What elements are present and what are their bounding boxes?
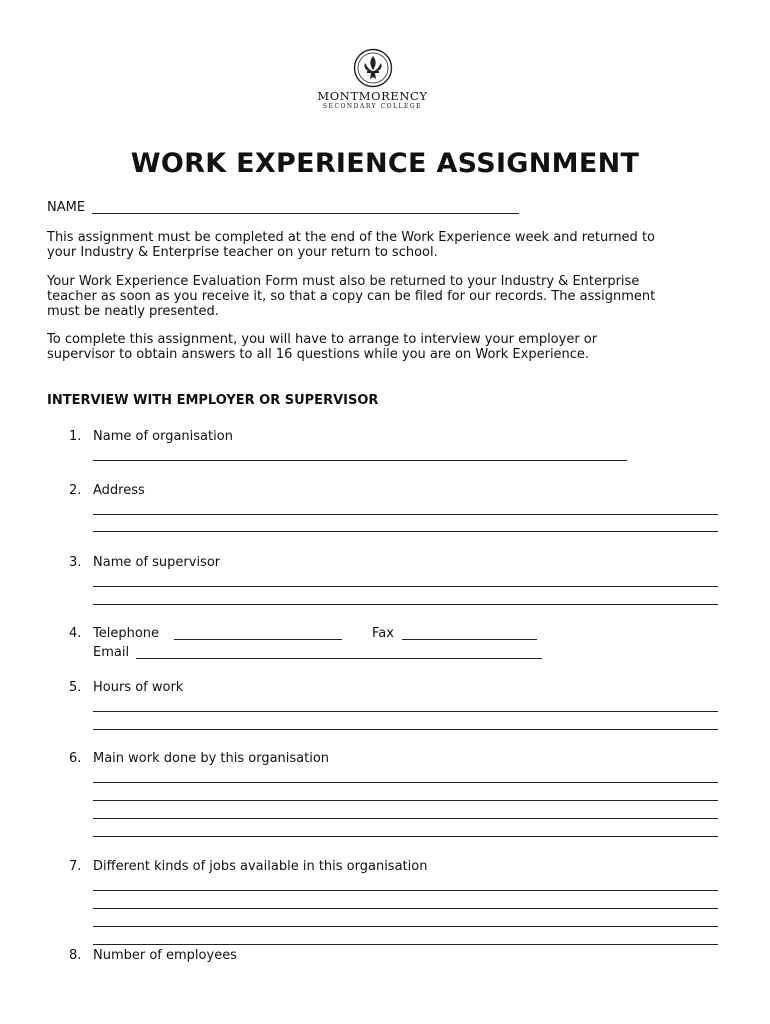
- intro-p3-line2: supervisor to obtain answers to all 16 questions while you are on Work Experience.: [47, 347, 590, 362]
- intro-p2-line2: teacher as soon as you receive it, so that a copy can be filed for our records. The assignment: [47, 289, 656, 304]
- question-3-label: Name of supervisor: [93, 555, 221, 570]
- answer-line[interactable]: [93, 586, 718, 587]
- name-label: NAME: [47, 200, 86, 215]
- answer-line[interactable]: [93, 782, 718, 783]
- intro-p2-line3: must be neatly presented.: [47, 304, 219, 319]
- fax-field-line[interactable]: [402, 639, 537, 640]
- section-heading: INTERVIEW WITH EMPLOYER OR SUPERVISOR: [47, 393, 379, 408]
- email-label: Email: [93, 645, 130, 660]
- question-1-number: 1.: [69, 429, 82, 444]
- answer-line[interactable]: [93, 711, 718, 712]
- answer-line[interactable]: [93, 944, 718, 945]
- answer-line[interactable]: [93, 836, 718, 837]
- question-6-label: Main work done by this organisation: [93, 751, 330, 766]
- email-field-line[interactable]: [136, 658, 542, 659]
- answer-line[interactable]: [93, 800, 718, 801]
- question-4-label: Telephone: [93, 626, 160, 641]
- question-5-label: Hours of work: [93, 680, 184, 695]
- question-6-number: 6.: [69, 751, 82, 766]
- answer-line[interactable]: [93, 604, 718, 605]
- answer-line[interactable]: [93, 926, 718, 927]
- fax-label: Fax: [372, 626, 394, 641]
- answer-line[interactable]: [93, 514, 718, 515]
- question-3-number: 3.: [69, 555, 82, 570]
- intro-p1-line1: This assignment must be completed at the end of the Work Experience week and returned to: [47, 230, 655, 245]
- question-4-number: 4.: [69, 626, 82, 641]
- answer-line[interactable]: [93, 890, 718, 891]
- intro-p3-line1: To complete this assignment, you will have to arrange to interview your employer or: [47, 332, 598, 347]
- answer-line[interactable]: [93, 460, 627, 461]
- college-logo: [310, 48, 435, 128]
- question-1-label: Name of organisation: [93, 429, 233, 444]
- fleur-de-lis-crest-icon: [353, 48, 393, 88]
- question-7-label: Different kinds of jobs available in this organisation: [93, 859, 428, 874]
- question-8-label: Number of employees: [93, 948, 237, 963]
- answer-line[interactable]: [93, 818, 718, 819]
- intro-p1-line2: your Industry & Enterprise teacher on your return to school.: [47, 245, 438, 260]
- logo-subtitle: SECONDARY COLLEGE: [322, 103, 423, 108]
- name-field-line[interactable]: [92, 213, 519, 214]
- question-2-number: 2.: [69, 483, 82, 498]
- answer-line[interactable]: [93, 729, 718, 730]
- question-5-number: 5.: [69, 680, 82, 695]
- logo-wordmark: MONTMORENCY: [317, 89, 428, 103]
- answer-line[interactable]: [93, 531, 718, 532]
- intro-p2-line1: Your Work Experience Evaluation Form must also be returned to your Industry & Enterprise: [47, 274, 640, 289]
- question-2-label: Address: [93, 483, 145, 498]
- telephone-field-line[interactable]: [174, 639, 342, 640]
- question-8-number: 8.: [69, 948, 82, 963]
- question-7-number: 7.: [69, 859, 82, 874]
- page-title: WORK EXPERIENCE ASSIGNMENT: [130, 148, 640, 179]
- answer-line[interactable]: [93, 908, 718, 909]
